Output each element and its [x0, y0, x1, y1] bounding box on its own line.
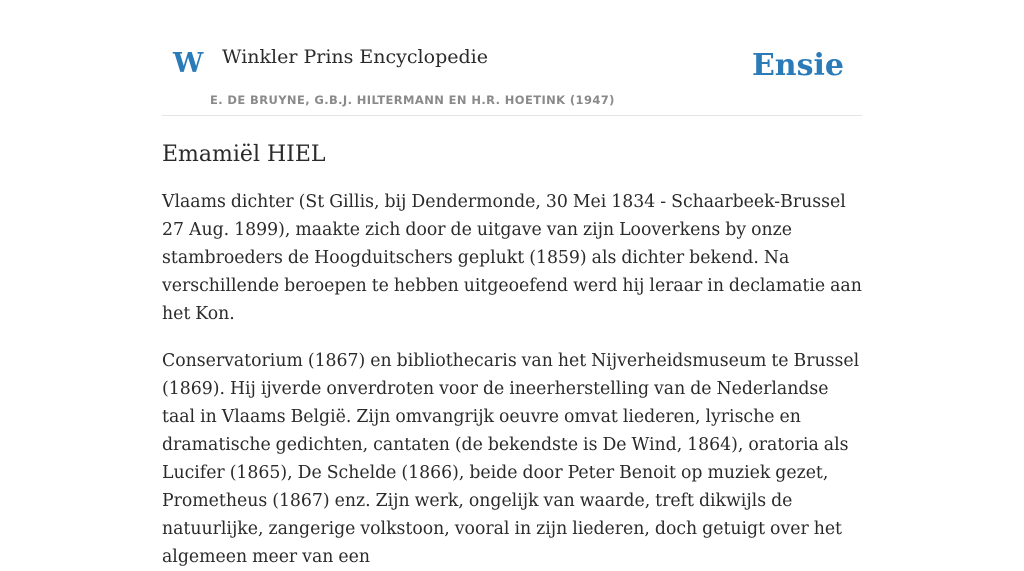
- book-title[interactable]: Winkler Prins Encyclopedie: [222, 46, 488, 68]
- winkler-prins-logo[interactable]: W: [173, 48, 204, 79]
- ensie-logo-link[interactable]: Ensie: [751, 48, 844, 83]
- article-paragraph: Conservatorium (1867) en bibliothecaris van het Nijverheidsmuseum te Brussel (1869). Hij ijverde onverdroten voor de ineerherstelling van de Nederlandse taal in Vlaams België. Zijn omvangrijk oeuvre omvat liederen, lyrische en dramatische gedichten, cantaten (de bekendste is De Wind, 1864), oratoria als Lucifer (1865), De Schelde (1866), beide door Peter Benoit op muziek gezet, Prometheus (1867) enz. Zijn werk, ongelijk van waarde, treft dikwijls de natuurlijke, zangerige volkstoon, vooral in zijn liederen, doch getuigt over het algemeen meer van een: [162, 351, 860, 568]
- article-title: Emamiël HIEL: [162, 142, 326, 167]
- content-column: [162, 0, 862, 571]
- article: [162, 142, 862, 571]
- book-header: [162, 0, 862, 116]
- book-authors: E. DE BRUYNE, G.B.J. HILTERMANN EN H.R. HOETINK (1947): [210, 93, 615, 107]
- article-paragraph: Vlaams dichter (St Gillis, bij Dendermonde, 30 Mei 1834 - Schaarbeek-Brussel 27 Aug. 1899), maakte zich door de uitgave van zijn Looverkens by onze stambroeders de Hoogduitschers geplukt (1859) als dichter bekend. Na verschillende beroepen te hebben uitgeoefend werd hij leraar in declamatie aan het Kon.: [162, 192, 862, 325]
